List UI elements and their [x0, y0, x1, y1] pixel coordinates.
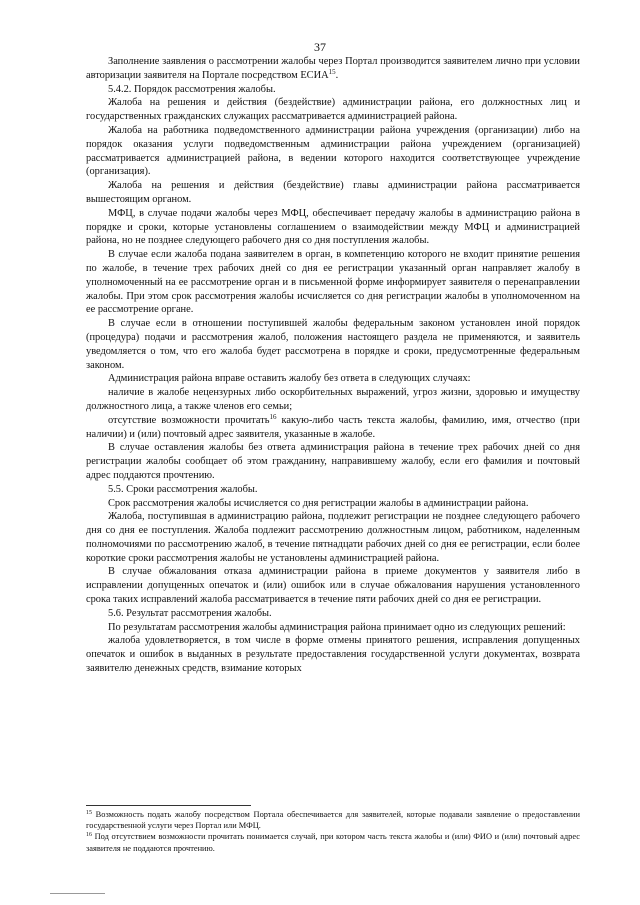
paragraph: В случае оставления жалобы без ответа администрация района в течение трех рабочих дней со дня регистрации жалобы сообщает об этом гражданину, направившему жалобу, если его фамилия и почтовый адрес поддаются прочтению.	[86, 442, 580, 481]
paragraph: МФЦ, в случае подачи жалобы через МФЦ, обеспечивает передачу жалобы в администрацию района в порядке и сроки, которые установлены соглашением о взаимодействии между МФЦ и администрацией района, но не позднее следующего рабочего дня со дня поступления жалобы.	[86, 207, 580, 247]
footnote-ref: 16	[269, 412, 277, 421]
paragraph: Заполнение заявления о рассмотрении жалобы через Портал производится заявителем лично при условии авторизации заявителя на Портале посредством ЕСИА$^{15}$.	[86, 56, 580, 81]
paragraph: В случае если в отношении поступившей жалобы федеральным законом установлен иной порядок (процедура) подачи и рассмотрения жалоб, положения настоящего раздела не применяются, и заявитель уведомляется о том, что его жалоба будет рассмотрена в порядке и сроки, предусмотренные федеральным законом.	[86, 318, 580, 371]
paragraph: Жалоба, поступившая в администрацию района, подлежит регистрации не позднее следующего рабочего дня со дня ее поступления. Жалоба подлежит рассмотрению должностным лицом, работником, наделенным полномочиями по рассмотрению жалоб, в течение пятнадцати рабочих дней со дня ее регистрации, если более короткие сроки рассмотрения жалобы не установлены администрацией района.	[86, 511, 580, 564]
footnotes	[86, 809, 580, 854]
page-number: 37	[314, 40, 326, 54]
footnote-ref: 15	[328, 67, 336, 76]
paragraph: В случае обжалования отказа администрации района в приеме документов у заявителя либо в исправлении допущенных опечаток и (или) ошибок или в случае обжалования нарушения установленного срока таких исправлений жалоба рассматривается в течение пяти рабочих дней со дня ее регистрации.	[86, 566, 580, 606]
paragraph: Администрация района вправе оставить жалобу без ответа в следующих случаях:	[108, 373, 471, 385]
footnote-mark: 16	[86, 832, 92, 839]
footnote-divider	[86, 805, 251, 806]
paragraph: 5.5. Сроки рассмотрения жалобы.	[108, 483, 258, 495]
paragraph: отсутствие возможности прочитать$^{16}$ какую-либо часть текста жалобы, фамилию, имя, отчество (при наличии) и (или) почтовый адрес заявителя, указанные в жалобе.	[86, 412, 580, 440]
paragraph: В случае если жалоба подана заявителем в орган, в компетенцию которого не входит принятие решения по жалобе, в течение трех рабочих дней со дня ее регистрации указанный орган направляет жалобу в уполномоченный на ее рассмотрение орган и в письменной форме информирует заявителя о перенаправлении жалобы. При этом срок рассмотрения жалобы исчисляется со дня регистрации жалобы в уполномоченном на ее рассмотрение органе.	[86, 249, 580, 316]
footnote-mark: 15	[86, 810, 92, 816]
body-text	[86, 55, 580, 676]
paragraph: Жалоба на решения и действия (бездействие) главы администрации района рассматривается вышестоящим органом.	[86, 180, 580, 205]
footnote: $^{15}$ Возможность подать жалобу посредством Портала обеспечивается для заявителей, которые подавали заявление о предоставлении государственной услуги через Портал или МФЦ.	[86, 810, 580, 831]
paragraph: По результатам рассмотрения жалобы администрация района принимает одно из следующих решений:	[108, 621, 566, 633]
footnote: $^{16}$ Под отсутствием возможности прочитать понимается случай, при котором часть текста жалобы и (или) ФИО и (или) почтовый адрес заявителя не поддаются прочтению.	[86, 832, 580, 853]
paragraph: наличие в жалобе нецензурных либо оскорбительных выражений, угроз жизни, здоровью и имуществу должностного лица, а также членов его семьи;	[86, 387, 580, 412]
paragraph: 5.4.2. Порядок рассмотрения жалобы.	[108, 83, 276, 95]
paragraph: жалоба удовлетворяется, в том числе в форме отмены принятого решения, исправления допущенных опечаток и ошибок в выданных в результате предоставления государственной услуги документах, возврата заявителю денежных средств, взимание которых	[86, 635, 580, 675]
paragraph: Жалоба на решения и действия (бездействие) администрации района, его должностных лиц и государственных гражданских служащих рассматривается администрацией района.	[86, 97, 580, 123]
paragraph: 5.6. Результат рассмотрения жалобы.	[108, 607, 272, 619]
paragraph: Жалоба на работника подведомственного администрации района учреждения (организации) либо на порядок оказания услуги подведомственным администрации района учреждением (организацией) рассматривается администрацией района, в ведении которого находится соответствующее учреждение (организация).	[86, 124, 580, 178]
paragraph: Срок рассмотрения жалобы исчисляется со дня регистрации жалобы в администрации района.	[108, 497, 529, 509]
scan-artifact-line	[50, 893, 105, 894]
